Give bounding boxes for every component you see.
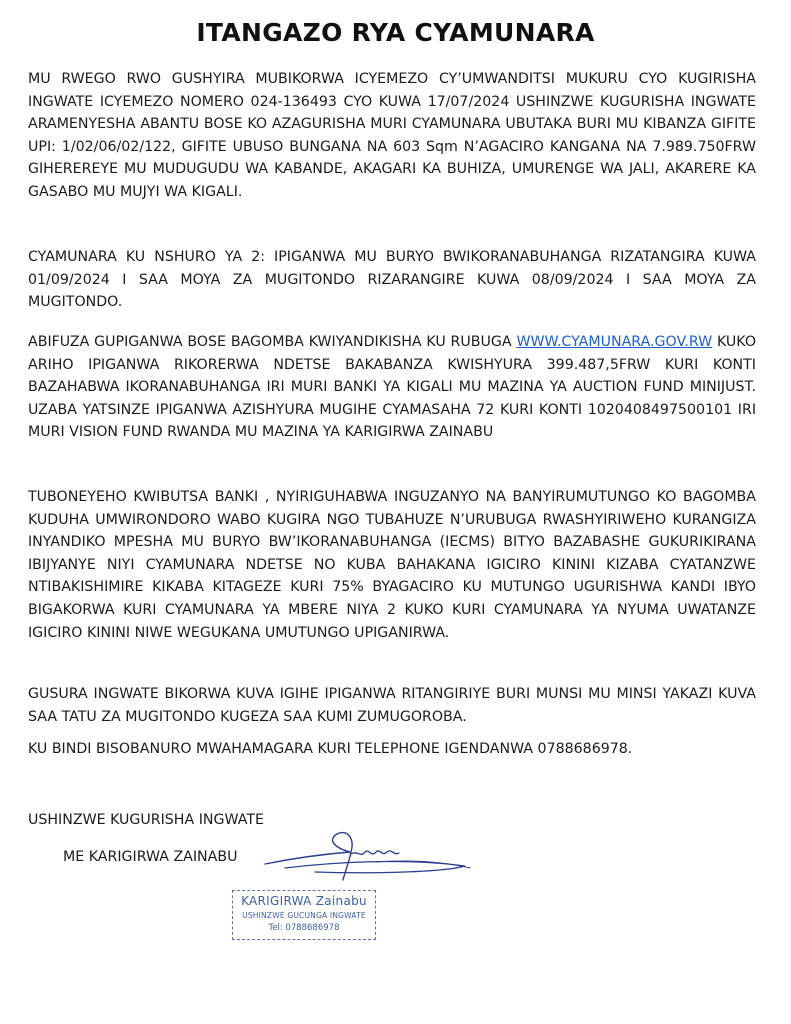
paragraph-announcement: MU RWEGO RWO GUSHYIRA MUBIKORWA ICYEMEZO CY’UMWANDITSI MUKURU CYO KUGIRISHA INGWATE ICYEMEZO NOMERO 024-136493 CYO KUWA 17/07/2024 USHINZWE KUGURISHA INGWATE ARAMENYESHA ABANTU BOSE KO AZAGURISHA MURI CYAMUNARA UBUTAKA BURI MU KIBANZA GIFITE UPI: 1/02/06/02/122, GIFITE UBUSO BUNGANA NA 603 Sqm N’AGACIRO KANGANA NA 7.989.750FRW GIHEREREYE MU MUDUGUDU WA KABANDE, AKAGARI KA BUHIZA, UMURENGE WA JALI, AKARERE KA GASABO MU MUJYI WA KIGALI. [28,71,756,200]
signatory-role: USHINZWE KUGURISHA INGWATE [28,812,264,828]
paragraph-auction-dates: CYAMUNARA KU NSHURO YA 2: IPIGANWA MU BURYO BWIKORANABUHANGA RIZATANGIRA KUWA 01/09/2024 I SAA MOYA ZA MUGITONDO RIZARANGIRE KUWA 08/09/2024 I SAA MOYA ZA MUGITONDO. [28,249,756,311]
signatory-name: ME KARIGIRWA ZAINABU [63,849,238,865]
handwritten-signature [255,828,475,888]
stamp-telephone: Tel: 0788686978 [268,923,340,933]
paragraph-visiting-hours: GUSURA INGWATE BIKORWA KUVA IGIHE IPIGANWA RITANGIRIYE BURI MUNSI MU MINSI YAKAZI KUVA SAA TATU ZA MUGITONDO KUGEZA SAA KUMI ZUMUGOROBA. [28,686,756,725]
registration-text-end: KUKO ARIHO IPIGANWA RIKORERWA NDETSE BAKABANZA KWISHYURA 399.487,5FRW KURI KONTI BAZAHABWA IKORANABUHANGA IRI MURI BANKI YA KIGALI MU MAZINA YA AUCTION FUND MINIJUST. UZABA YATSINZE IPIGANWA AZISHYURA MUGIHE CYAMASAHA 72 KURI KONTI 1020408497500101 IRI MURI VISION FUND RWANDA MU MAZINA YA KARIGIRWA ZAINABU [28,334,756,441]
paragraph-registration [28,331,756,444]
paragraph-reminder: TUBONEYEHO KWIBUTSA BANKI , NYIRIGUHABWA INGUZANYO NA BANYIRUMUTUNGO KO BAGOMBA KUDUHA UMWIRONDORO WABO KUGIRA NGO TUBAHUZE N’URUBUGA RWASHYIRIWEHO KURANGIZA INYANDIKO MPESHA MU BURYO BW’IKORANABUHANGA (IECMS) BITYO BAZABASHE GUKURIKIRANA IBIJYANYE NIYI CYAMUNARA NDETSE NO KUBA BAHAKANA IGICIRO KININI KIZABA CYATANZWE NTIBAKISHIMIRE KIKABA KITAGEZE KURI 75% BYAGACIRO KU MUTUNGO UGURISHWA KANDI IBYO BIGAKORWA KURI CYAMUNARA YA MBERE NIYA 2 KUKO KURI CYAMUNARA YA NYUMA UWATANZE IGICIRO KININI NIWE WEGUKANA UMUTUNGO UPIGANIRWA. [28,489,756,641]
cyamunara-website-link[interactable]: WWW.CYAMUNARA.GOV.RW [516,334,713,350]
stamp-role: USHINZWE GUCUNGA INGWATE [242,911,366,920]
stamp-name: KARIGIRWA Zainabu [241,894,367,908]
registration-text-start: ABIFUZA GUPIGANWA BOSE BAGOMBA KWIYANDIKISHA KU RUBUGA [28,334,517,350]
paragraph-contact: KU BINDI BISOBANURO MWAHAMAGARA KURI TELEPHONE IGENDANWA 0788686978. [28,741,633,757]
official-stamp [232,890,376,940]
document-title: ITANGAZO RYA CYAMUNARA [196,18,595,47]
